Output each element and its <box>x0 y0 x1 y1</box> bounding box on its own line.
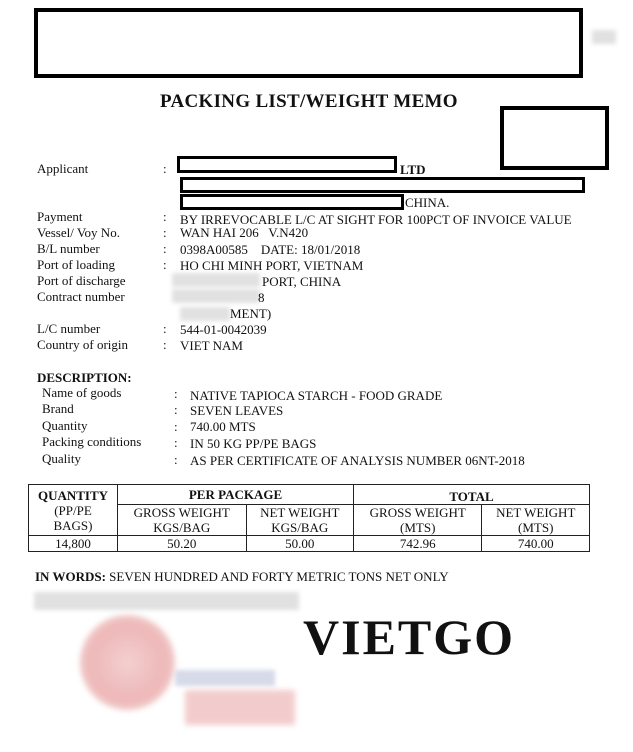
in-words-value: SEVEN HUNDRED AND FORTY METRIC TONS NET ONLY <box>109 569 449 584</box>
port-discharge-value: PORT, CHINA <box>262 274 342 289</box>
brand-label: Brand <box>42 401 74 416</box>
redaction-box-applicant-address-2 <box>180 194 404 210</box>
gross-kgs-line-2: KGS/BAG <box>153 520 211 535</box>
colon: : <box>163 257 167 272</box>
row-net-kgs: 50.00 <box>246 536 353 552</box>
brand-value: SEVEN LEAVES <box>190 403 284 418</box>
colon: : <box>163 209 167 224</box>
blurred-contract-number <box>172 289 260 303</box>
per-package-header: PER PACKAGE <box>118 485 354 505</box>
gross-mts-header <box>353 505 482 536</box>
row-gross-kgs: 50.20 <box>118 536 247 552</box>
applicant-fragment-2: CHINA. <box>405 195 450 210</box>
colon: : <box>163 337 167 352</box>
blurred-port-name <box>172 273 260 287</box>
row-gross-mts: 742.96 <box>353 536 482 552</box>
port-loading-value: HO CHI MINH PORT, VIETNAM <box>180 258 364 273</box>
bl-number-value: 0398A00585 DATE: 18/01/2018 <box>180 242 361 257</box>
colon: : <box>174 419 178 434</box>
contract-number-label: Contract number <box>37 289 125 304</box>
quality-label: Quality <box>42 451 81 466</box>
colon: : <box>163 241 167 256</box>
table-row <box>29 536 590 552</box>
in-words-line <box>35 569 449 585</box>
payment-label: Payment <box>37 209 83 224</box>
blurred-company-line <box>34 592 299 610</box>
contract-number-value: 8 <box>258 290 265 305</box>
redaction-box-applicant-address <box>180 177 585 193</box>
net-kgs-line-1: NET WEIGHT <box>260 505 340 520</box>
packing-conditions-label: Packing conditions <box>42 434 142 449</box>
country-origin-label: Country of origin <box>37 337 128 352</box>
description-heading: DESCRIPTION: <box>37 370 132 385</box>
net-mts-line-2: (MTS) <box>518 520 554 535</box>
net-mts-line-1: NET WEIGHT <box>496 505 576 520</box>
redaction-box-header <box>34 8 583 78</box>
row-net-mts: 740.00 <box>482 536 590 552</box>
blurred-signature <box>175 670 275 686</box>
port-loading-label: Port of loading <box>37 257 115 272</box>
quantity-header: QUANTITY <box>37 487 109 503</box>
gross-kgs-line-1: GROSS WEIGHT <box>133 505 230 520</box>
redaction-box-corner <box>500 106 609 170</box>
blurred-contract-note <box>180 307 230 321</box>
vietgo-watermark: VIETGO <box>303 609 516 665</box>
colon: : <box>174 452 178 467</box>
colon: : <box>174 402 178 417</box>
colon: : <box>163 321 167 336</box>
redaction-box-applicant <box>177 156 397 173</box>
row-quantity: 14,800 <box>29 536 118 552</box>
lc-number-label: L/C number <box>37 321 101 336</box>
document-title: PACKING LIST/WEIGHT MEMO <box>160 91 458 112</box>
gross-mts-line-2: (MTS) <box>400 520 436 535</box>
colon: : <box>163 161 167 176</box>
bl-number-label: B/L number <box>37 241 100 256</box>
lc-number-value: 544-01-0042039 <box>180 322 267 337</box>
payment-value: BY IRREVOCABLE L/C AT SIGHT FOR 100PCT OF INVOICE VALUE <box>180 212 572 227</box>
colon: : <box>163 225 167 240</box>
goods-name-label: Name of goods <box>42 385 122 400</box>
vessel-value: WAN HAI 206 V.N420 <box>180 225 309 240</box>
company-stamp <box>80 615 175 710</box>
gross-mts-line-1: GROSS WEIGHT <box>369 505 466 520</box>
colon: : <box>174 386 178 401</box>
port-discharge-label: Port of discharge <box>37 273 126 288</box>
net-mts-header <box>482 505 590 536</box>
colon: : <box>174 435 178 450</box>
net-kgs-line-2: KGS/BAG <box>271 520 329 535</box>
quantity-sub-2: BAGS) <box>53 517 93 533</box>
contract-number-extra: MENT) <box>230 306 272 321</box>
quantity-value: 740.00 MTS <box>190 419 256 434</box>
red-stamp-text <box>185 690 295 725</box>
applicant-fragment-1: LTD <box>400 162 426 177</box>
blurred-header-mark <box>592 30 616 44</box>
in-words-label: IN WORDS: <box>35 569 106 584</box>
quality-value: AS PER CERTIFICATE OF ANALYSIS NUMBER 06NT-2018 <box>190 453 525 468</box>
packing-table <box>28 484 590 552</box>
vessel-label: Vessel/ Voy No. <box>37 225 120 240</box>
quantity-header-cell <box>29 485 118 536</box>
country-origin-value: VIET NAM <box>180 338 243 353</box>
applicant-label: Applicant <box>37 161 89 176</box>
total-header: TOTAL <box>353 485 589 505</box>
gross-kgs-header <box>118 505 247 536</box>
quantity-label: Quantity <box>42 418 88 433</box>
quantity-sub-1: (PP/PE <box>54 502 92 518</box>
net-kgs-header <box>246 505 353 536</box>
packing-conditions-value: IN 50 KG PP/PE BAGS <box>190 436 317 451</box>
goods-name-value: NATIVE TAPIOCA STARCH - FOOD GRADE <box>190 388 443 403</box>
